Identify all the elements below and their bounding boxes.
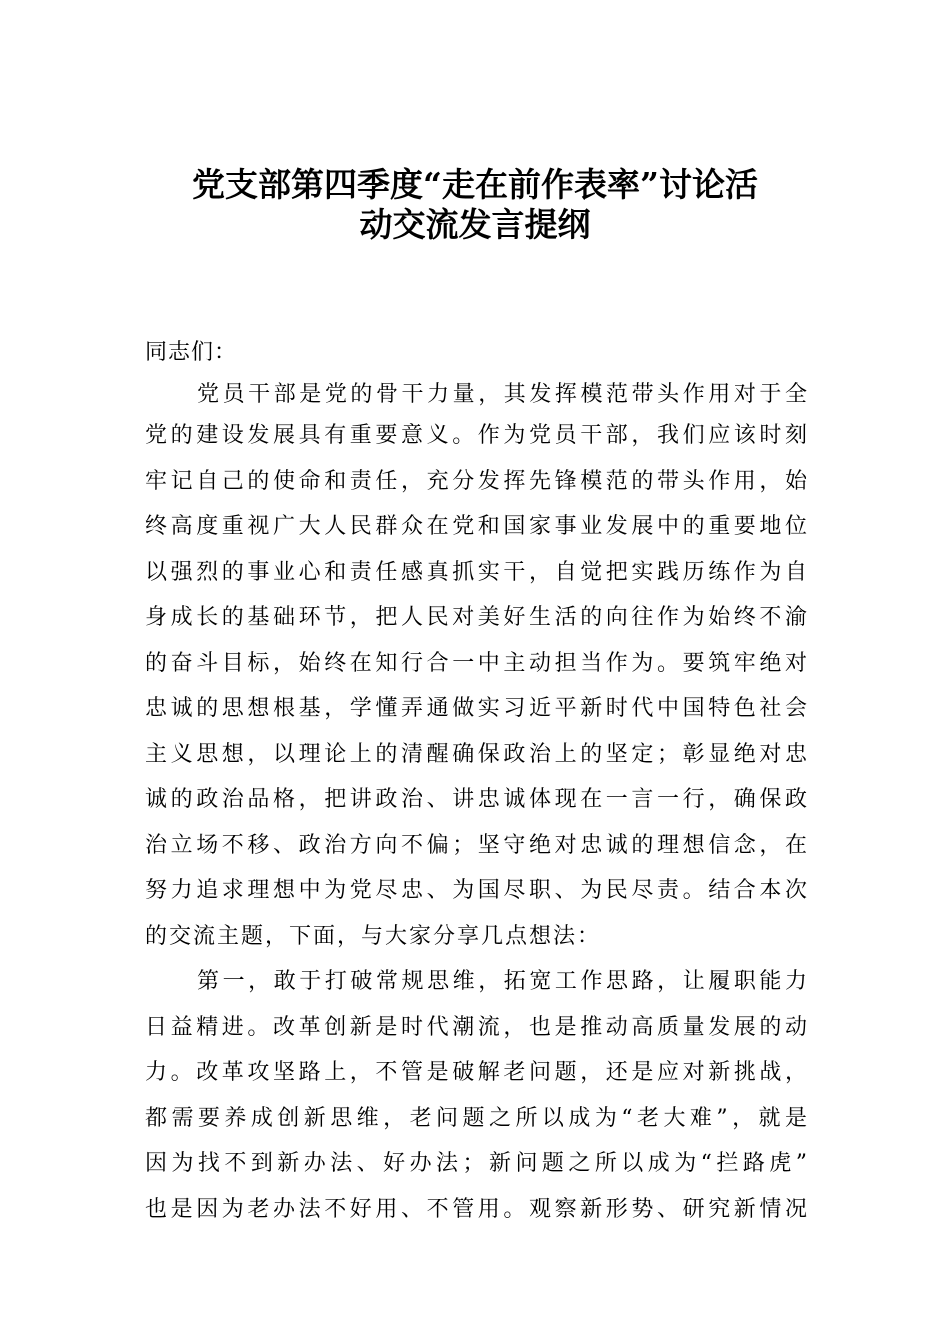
paragraph-1-line-8: 忠诚的思想根基，学懂弄通做实习近平新时代中国特色社会 bbox=[145, 696, 807, 721]
document-title-line-1: 党支部第四季度“走在前作表率”讨论活 bbox=[192, 165, 758, 204]
paragraph-2-line-4: 都需要养成创新思维，老问题之所以成为“老大难”，就是 bbox=[145, 1106, 807, 1131]
paragraph-1-line-6: 身成长的基础环节，把人民对美好生活的向往作为始终不渝 bbox=[145, 605, 807, 630]
paragraph-1-line-1: 党员干部是党的骨干力量，其发挥模范带头作用对于全 bbox=[197, 382, 807, 407]
paragraph-1-line-9: 主义思想，以理论上的清醒确保政治上的坚定；彰显绝对忠 bbox=[145, 742, 807, 767]
paragraph-1-line-2: 党的建设发展具有重要意义。作为党员干部，我们应该时刻 bbox=[145, 423, 807, 448]
paragraph-1-line-13: 的交流主题，下面，与大家分享几点想法： bbox=[145, 924, 602, 949]
paragraph-1-line-11: 治立场不移、政治方向不偏；坚守绝对忠诚的理想信念，在 bbox=[145, 833, 807, 858]
paragraph-2-line-6: 也是因为老办法不好用、不管用。观察新形势、研究新情况 bbox=[145, 1197, 807, 1222]
paragraph-1-line-12: 努力追求理想中为党尽忠、为国尽职、为民尽责。结合本次 bbox=[145, 878, 807, 903]
paragraph-2-line-2: 日益精进。改革创新是时代潮流，也是推动高质量发展的动 bbox=[145, 1015, 807, 1040]
document-title-line-2: 动交流发言提纲 bbox=[359, 205, 591, 244]
paragraph-1-line-3: 牢记自己的使命和责任，充分发挥先锋模范的带头作用，始 bbox=[145, 469, 807, 494]
paragraph-1-line-4: 终高度重视广大人民群众在党和国家事业发展中的重要地位 bbox=[145, 514, 807, 539]
paragraph-2-line-1: 第一，敢于打破常规思维，拓宽工作思路，让履职能力 bbox=[197, 969, 807, 994]
paragraph-1-line-7: 的奋斗目标，始终在知行合一中主动担当作为。要筑牢绝对 bbox=[145, 651, 807, 676]
greeting: 同志们： bbox=[145, 340, 238, 365]
paragraph-2-line-3: 力。改革攻坚路上，不管是破解老问题，还是应对新挑战， bbox=[145, 1060, 807, 1085]
paragraph-1-line-10: 诚的政治品格，把讲政治、讲忠诚体现在一言一行，确保政 bbox=[145, 787, 807, 812]
paragraph-2-line-5: 因为找不到新办法、好办法；新问题之所以成为“拦路虎” bbox=[145, 1151, 807, 1176]
paragraph-1-line-5: 以强烈的事业心和责任感真抓实干，自觉把实践历练作为自 bbox=[145, 560, 807, 585]
